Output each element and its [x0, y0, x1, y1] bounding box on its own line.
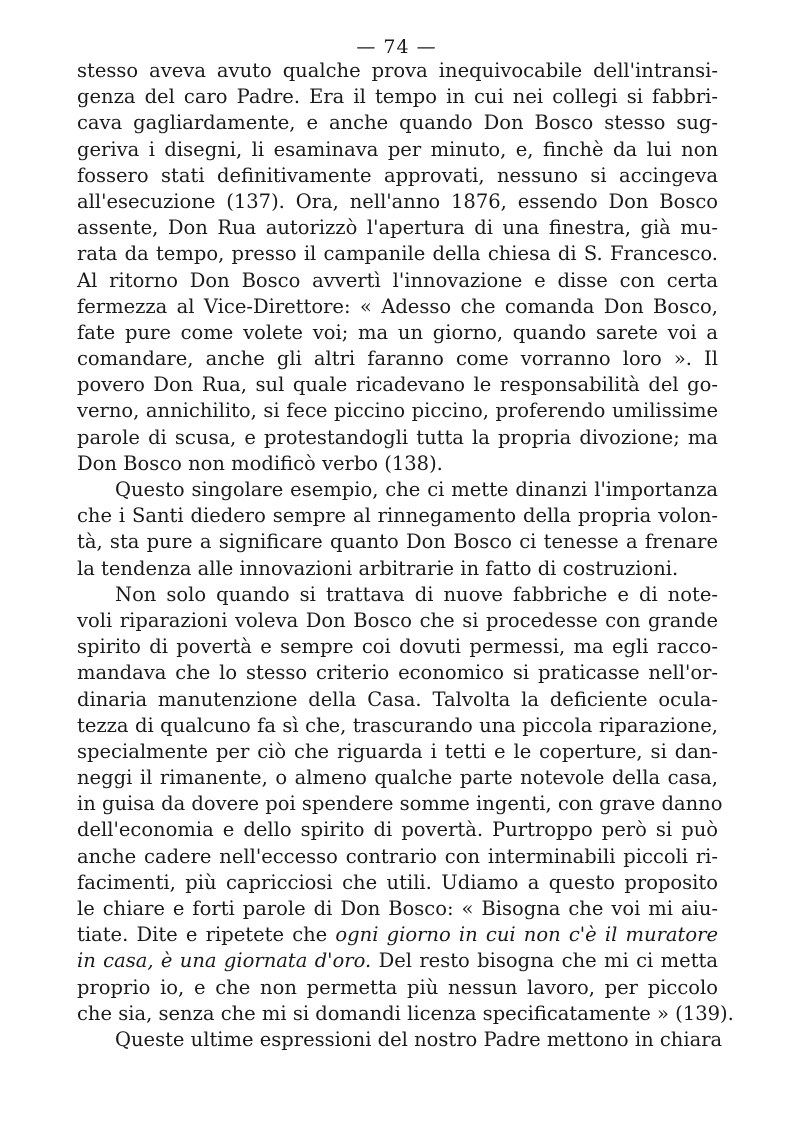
text-line: anche cadere nell'eccesso contrario con interminabili piccoli ri- — [77, 844, 718, 868]
text-run: tiate. Dite e ripetete che — [77, 923, 336, 947]
text-line: in guisa da dovere poi spendere somme ingenti, con grave danno — [77, 792, 723, 816]
text-line: Non solo quando si trattava di nuove fabbriche e di note- — [115, 582, 718, 606]
text-line: Don Bosco non modificò verbo (138). — [77, 451, 443, 475]
text-line: la tendenza alle innovazioni arbitrarie in fatto di costruzioni. — [77, 556, 679, 580]
italic-run: in casa, è una giornata d'oro. — [77, 949, 372, 973]
text-line: spirito di povertà e sempre coi dovuti permessi, ma egli racco- — [77, 635, 718, 659]
text-line: parole di scusa, e protestandogli tutta la propria divozione; ma — [77, 425, 718, 449]
page-number: — 74 — — [356, 36, 437, 58]
text-line: genza del caro Padre. Era il tempo in cui nei collegi si fabbri- — [77, 85, 718, 109]
text-line: fermezza al Vice-Direttore: « Adesso che comanda Don Bosco, — [77, 294, 718, 318]
text-line: tà, sta pure a significare quanto Don Bosco ci tenesse a frenare — [77, 530, 718, 554]
text-run: Del resto bisogna che mi ci metta — [371, 949, 718, 973]
text-line: povero Don Rua, sul quale ricadevano le responsabilità del go- — [77, 373, 718, 397]
text-line: Questo singolare esempio, che ci mette dinanzi l'importanza — [115, 478, 718, 501]
text-line: all'esecuzione (137). Ora, nell'anno 1876, essendo Don Bosco — [77, 189, 718, 213]
text-line: che sia, senza che mi si domandi licenza specificatamente » (139). — [77, 1001, 734, 1025]
text-line: tezza di qualcuno fa sì che, trascurando una piccola riparazione, — [77, 713, 718, 737]
text-line: mandava che lo stesso criterio economico si praticasse nell'or- — [77, 661, 718, 685]
text-line: cava gagliardamente, e anche quando Don Bosco stesso sug- — [77, 111, 718, 135]
text-line: Al ritorno Don Bosco avvertì l'innovazione e disse con certa — [77, 268, 718, 292]
text-line: comandare, anche gli altri faranno come vorranno loro ». Il — [77, 347, 718, 371]
text-line: geriva i disegni, li esaminava per minuto, e, finchè da lui non — [77, 137, 718, 161]
text-line: facimenti, più capricciosi che utili. Udiamo a questo proposito — [77, 870, 718, 894]
text-line: fossero stati definitivamente approvati, nessuno si accingeva — [77, 163, 718, 187]
text-line: dinaria manutenzione della Casa. Talvolta la deficiente ocula- — [77, 687, 718, 711]
body-text — [77, 58, 734, 1053]
text-line: Queste ultime espressioni del nostro Padre mettono in chiara — [115, 1027, 723, 1051]
text-line — [77, 922, 718, 948]
text-line: neggi il rimanente, o almeno qualche parte notevole della casa, — [77, 766, 718, 790]
text-line: dell'economia e dello spirito di povertà. Purtroppo però si può — [77, 818, 718, 842]
text-line: proprio io, e che non permetta più nessun lavoro, per piccolo — [77, 975, 718, 999]
text-line: assente, Don Rua autorizzò l'apertura di una finestra, già mu- — [77, 216, 718, 240]
italic-run: ogni giorno in cui non c'è il muratore — [335, 923, 718, 947]
text-line: stesso aveva avuto qualche prova inequivocabile dell'intransi- — [77, 59, 718, 82]
text-line: verno, annichilito, si fece piccino piccino, proferendo umilissime — [77, 399, 718, 423]
text-line: specialmente per ciò che riguarda i tetti e le coperture, si dan- — [77, 739, 718, 763]
text-line: fate pure come volete voi; ma un giorno, quando sarete voi a — [77, 320, 718, 344]
text-line: voli riparazioni voleva Don Bosco che si procedesse con grande — [77, 608, 718, 632]
text-line — [77, 948, 718, 974]
text-line: rata da tempo, presso il campanile della chiesa di S. Francesco. — [77, 242, 718, 266]
text-line: le chiare e forti parole di Don Bosco: « Bisogna che voi mi aiu- — [77, 897, 718, 920]
text-line: che i Santi diedero sempre al rinnegamento della propria volon- — [77, 504, 718, 528]
